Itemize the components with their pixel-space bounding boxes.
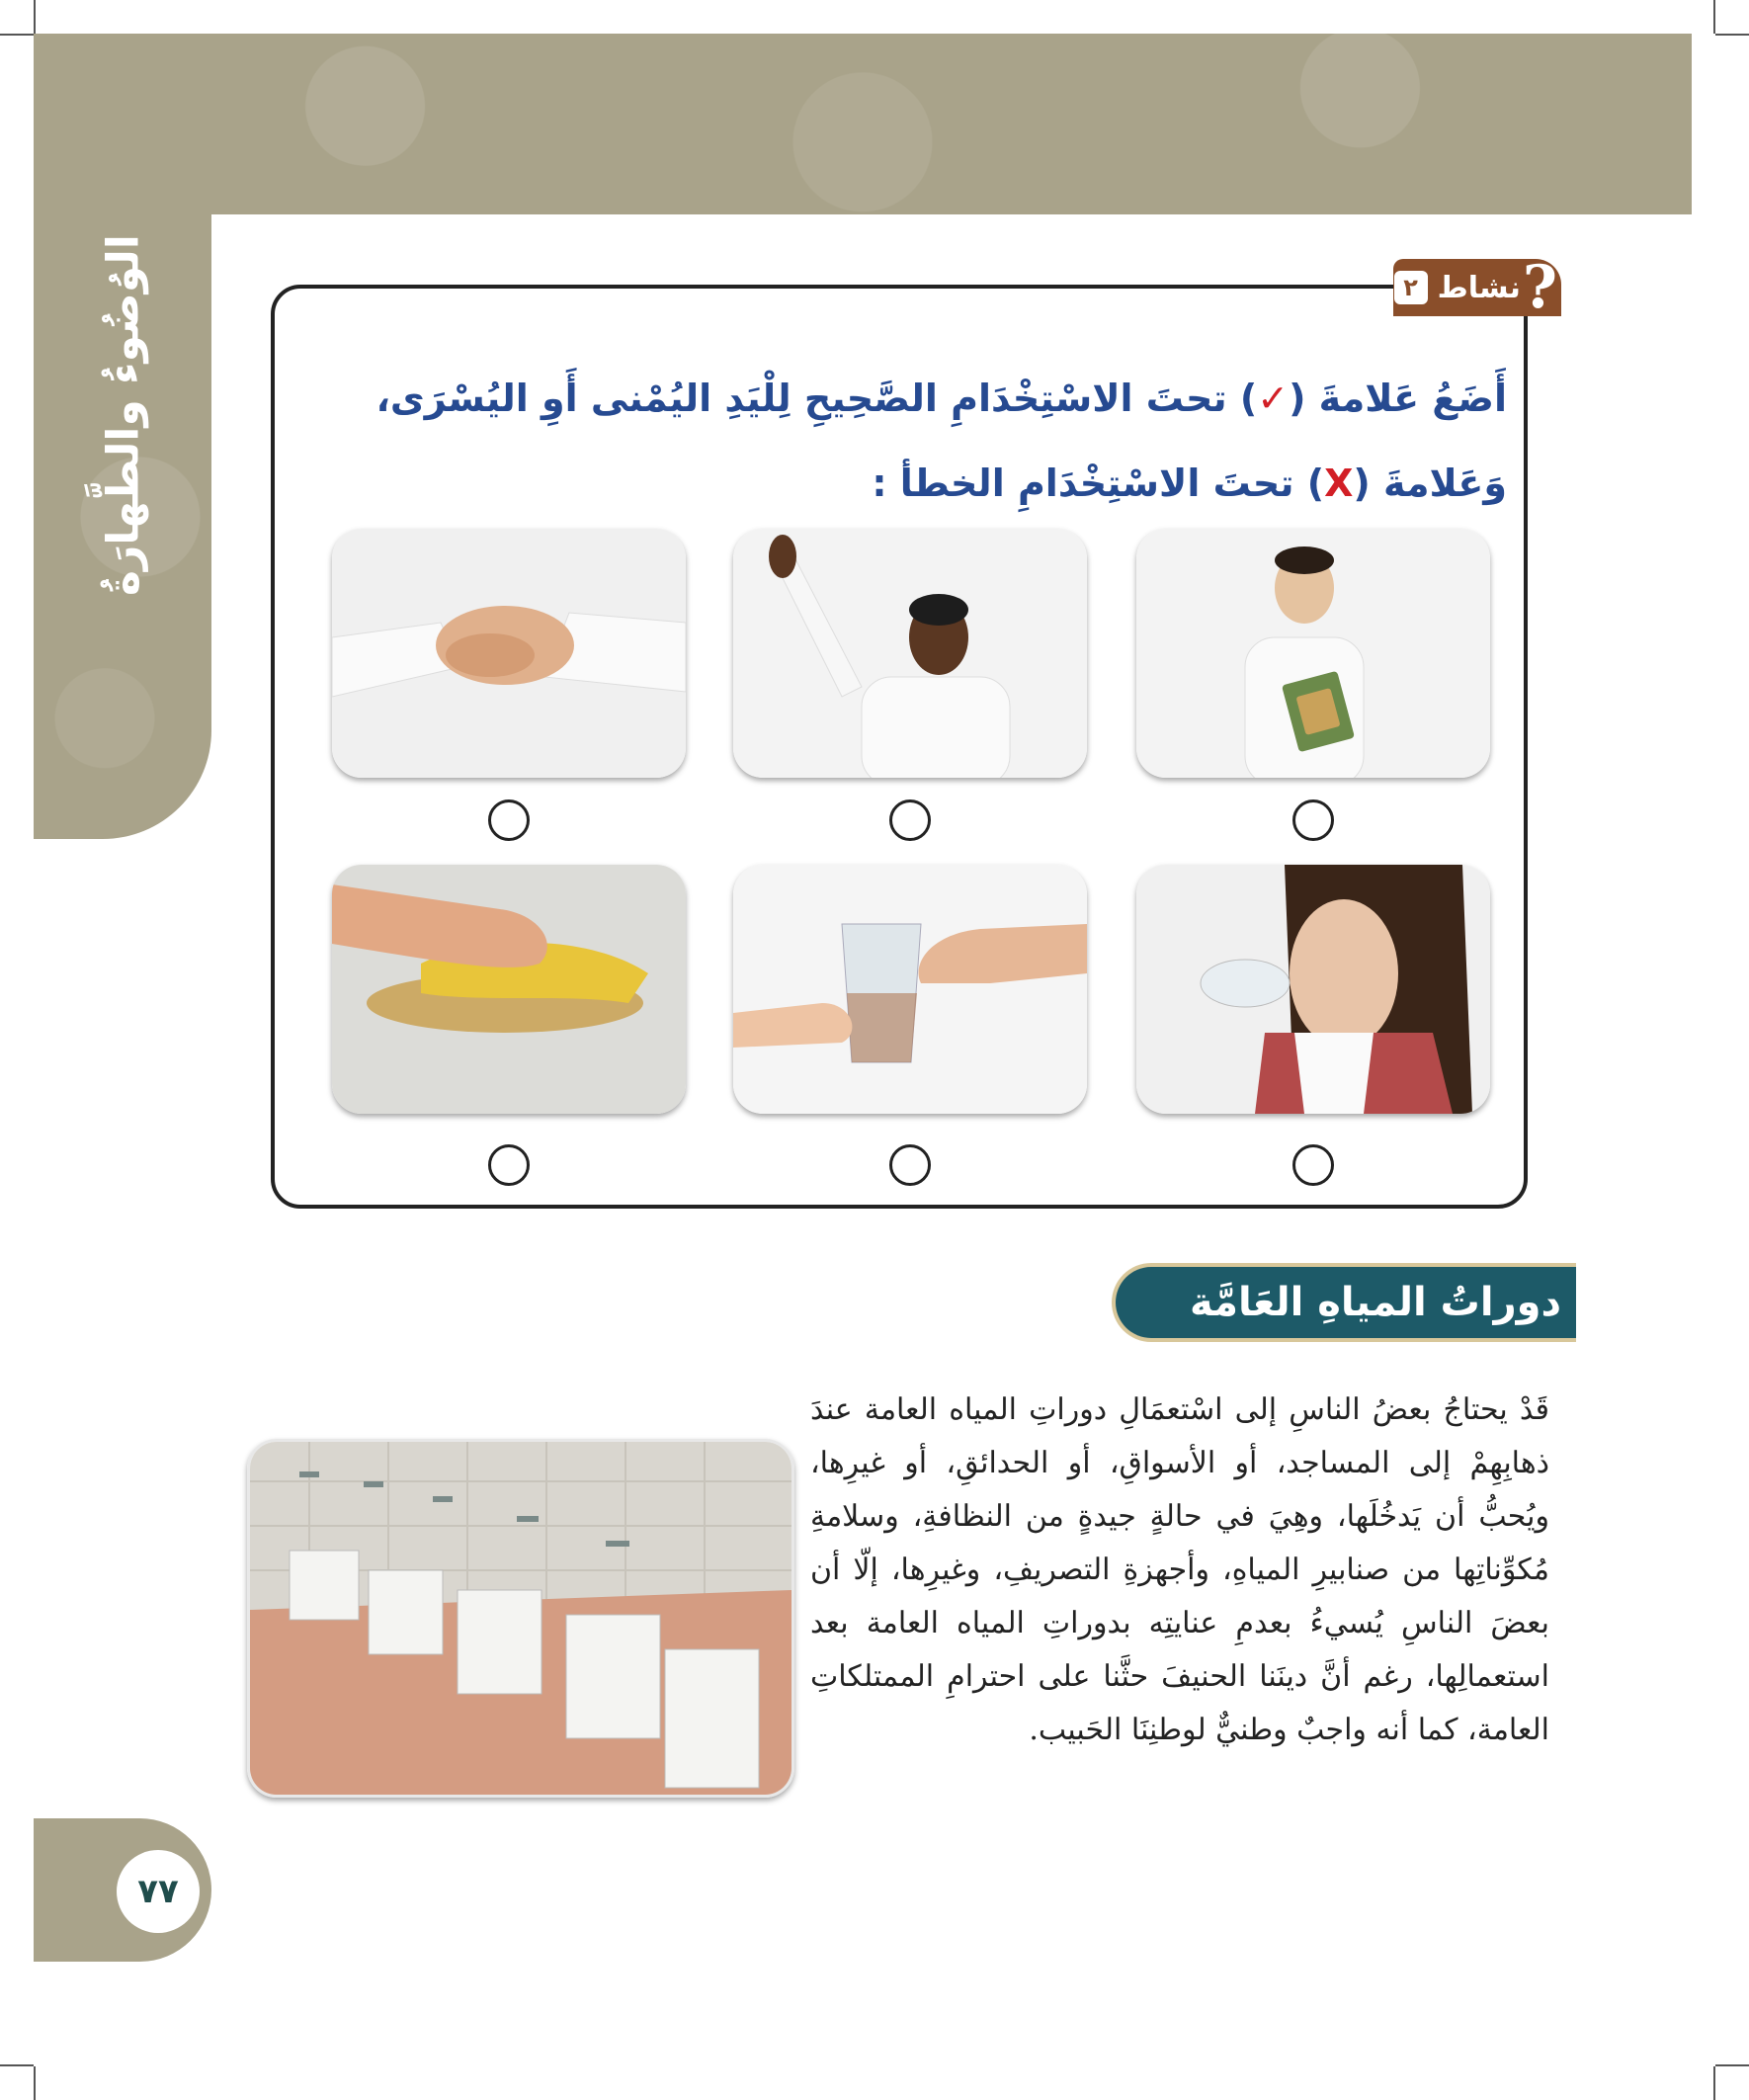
crop-mark [0,2064,34,2066]
crop-mark [0,34,34,36]
photo-girl-drinking [1136,865,1490,1114]
question-mark-icon: ? [1522,253,1557,322]
photo-boy-holding-quran [1136,529,1490,778]
section-title: دوراتُ المياهِ العَامَّة [1189,1280,1561,1325]
crop-mark [34,0,36,34]
answer-circle[interactable] [1292,1144,1334,1186]
page-number: ٧٧ [117,1850,200,1933]
check-mark-icon: ✓ [1257,377,1290,420]
answer-circle[interactable] [488,1144,530,1186]
instruction-line-2: وَعَلامةَ (X) تحتَ الاسْتِخْدَامِ الخطأ : [872,462,1507,505]
instruction-line-1: أَضَعُ عَلامةَ (✓) تحتَ الاسْتِخْدَامِ الصَّحِيحِ لِلْيَدِ اليُمْنى أَوِ اليُسْرَى، [375,377,1507,420]
answer-circle[interactable] [889,1144,931,1186]
x-mark-icon: X [1324,462,1354,505]
photo-handing-water-glass [733,865,1087,1114]
activity-number: ٢ [1394,271,1428,304]
activity-label: نشاط [1437,270,1521,305]
crop-mark [1713,0,1715,34]
crop-mark [1715,34,1749,36]
photo-wiping-spill [332,865,686,1114]
answer-circle[interactable] [1292,799,1334,841]
answer-circle[interactable] [889,799,931,841]
photo-handshake [332,529,686,778]
chapter-title: الوُضُوءُ والطَّهارَةُ [98,234,149,596]
section-paragraph: قَدْ يحتاجُ بعضُ الناسِ إلى اسْتعمَالِ دوراتِ المياه العامة عندَ ذهابِهِمْ إلى المساجد، أو الأسواقِ، أو الحدائقِ، أو غيرِها، ويُحبُّ أن يَدخُلَها، وهِيَ في حالةٍ جيدةٍ من النظافةِ، وسلامةِ مُكوِّناتِها من صنابيرِ المياهِ، وأجهزةِ التصريفِ، وغيرِها، إلّا أن بعضَ الناسِ يُسيءُ بعدمِ عنايتِه بدوراتِ المياه العامة بعد استعمالِها، رغم أنَّ دينَنا الحنيفَ حثَّنا على احترامِ الممتلكاتِ العامة، كما أنه واجبٌ وطنيٌّ لوطنِنَا الحَبيب. [810,1392,1549,1747]
answer-circle[interactable] [488,799,530,841]
activity-tab [1393,253,1561,322]
crop-mark [34,2066,36,2100]
photo-boy-raising-hand [733,529,1087,778]
activity-instruction [326,356,1507,526]
photo-ablution-area [247,1439,794,1798]
crop-mark [1713,2066,1715,2100]
section-body [810,1384,1549,1757]
top-decorative-band [34,34,1692,214]
crop-mark [1715,2064,1749,2066]
